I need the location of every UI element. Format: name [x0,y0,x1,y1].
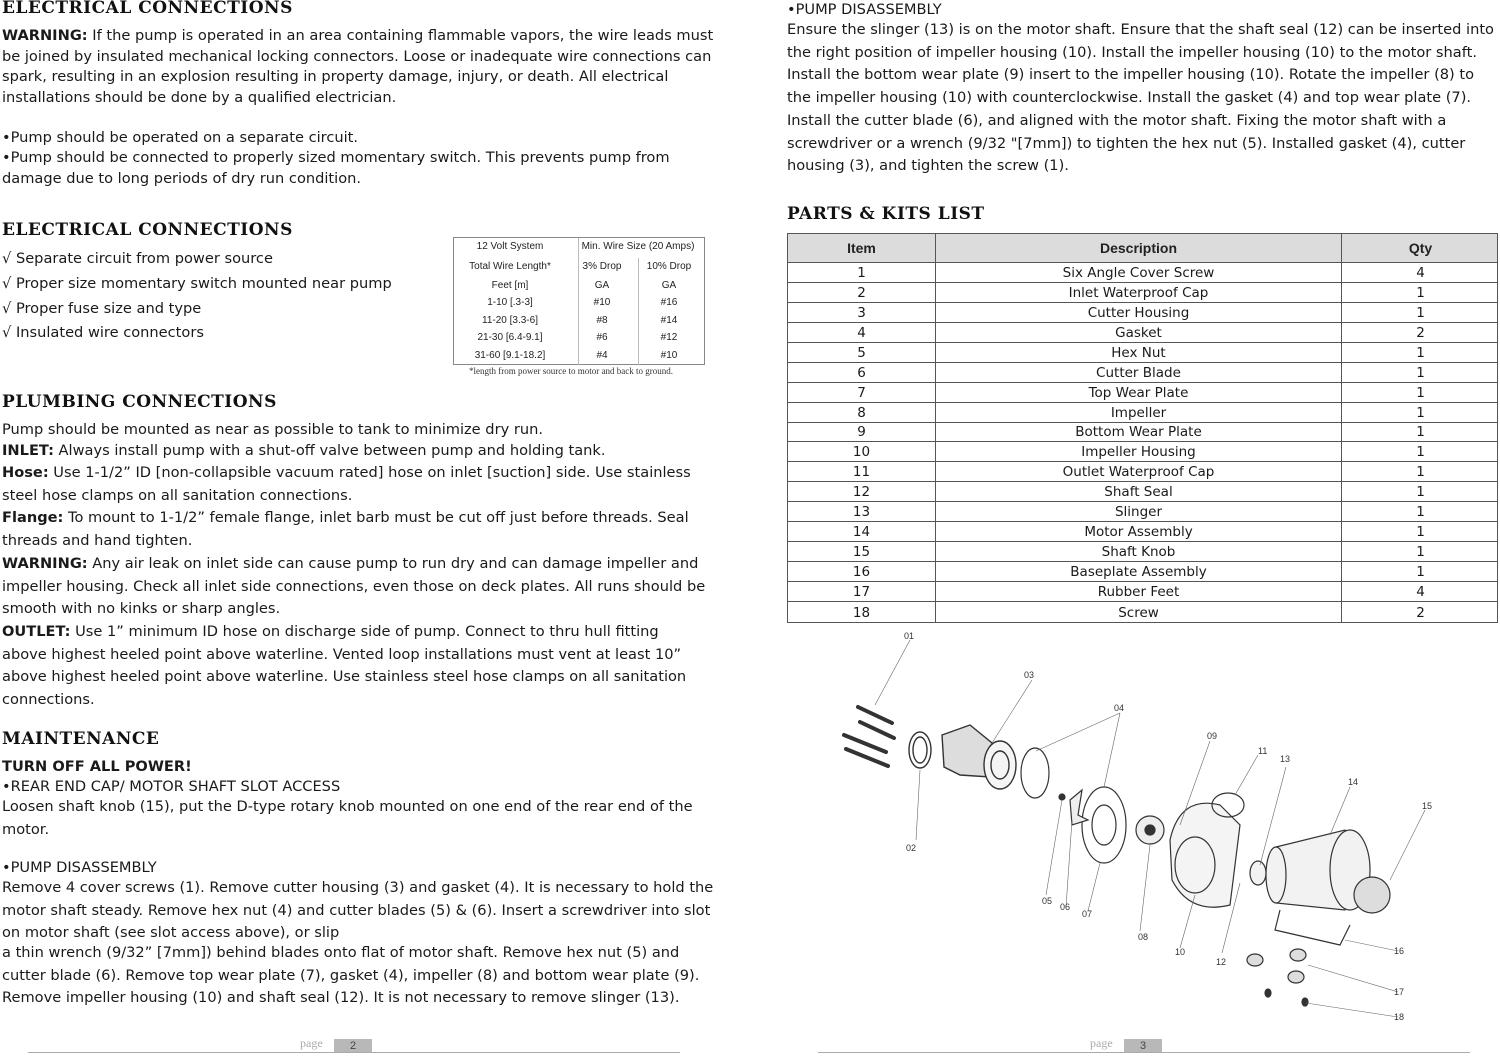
wire-table-row [454,312,706,330]
wire-cell: #10 [660,350,678,361]
parts-item-number: 13 [788,502,936,521]
parts-table-row [788,283,1497,303]
wire-header-system: 12 Volt System [476,241,544,252]
callout-12: 12 [1216,957,1227,967]
parts-description: Shaft Knob [936,542,1342,561]
wire-unit: Feet [m] [491,280,529,291]
plumbing-warning-text: Any air leak on inlet side can cause pump to run dry and can damage impeller and impeller housing. Check all inlet side connections, even those on deck plates. All runs should be smooth with no kinks or sharp angles. [2,554,706,618]
check-item: √ Separate circuit from power source [2,250,273,267]
callout-03: 03 [1024,670,1035,680]
parts-table-row [788,323,1497,343]
parts-qty: 1 [1416,564,1425,580]
parts-qty: 1 [1416,404,1425,421]
parts-table-row [788,383,1497,403]
wire-cell: #6 [596,332,608,343]
parts-table-body [788,263,1497,622]
outlet-text: Use 1” minimum ID hose on discharge side of pump. Connect to thru hull fitting above highest heeled point above waterline. Vented loop installations must vent at least 10” above highest heeled point above waterline. Use stainless steel hose clamps on all sanitation connections. [2,622,687,709]
impeller-housing-icon [1170,793,1244,907]
maintenance-heading: MAINTENANCE [2,729,160,749]
wire-cell: #8 [596,315,608,326]
disassembly-text-1: Remove 4 cover screws (1). Remove cutter housing (3) and gasket (4). It is necessary to hold the motor shaft steady. Remove hex nut (4) and cutter blades (5) & (6). Insert a screwdriver into slot on motor shaft (see slot access above), or slip [2,879,714,942]
parts-qty: 1 [1416,504,1425,521]
parts-heading: PARTS & KITS LIST [787,204,985,224]
wire-cell: 1-10 [.3-3] [487,297,533,308]
parts-item-number: 1 [788,263,936,282]
wire-table-row [454,329,706,347]
parts-item-number: 16 [788,562,936,581]
parts-description: Hex Nut [936,343,1342,362]
plumbing-outlet [2,621,702,712]
plumbing-inlet [2,440,718,462]
callout-15: 15 [1422,801,1433,811]
plumbing-flange [2,507,718,552]
callout-06: 06 [1060,902,1071,912]
callout-13: 13 [1280,754,1291,764]
parts-table-row [788,602,1497,622]
screws-icon [844,707,894,766]
motor-icon [1250,830,1390,945]
wire-table-units [454,277,706,295]
footer-rule [818,1052,1470,1053]
footer-page-label: page [300,1036,323,1050]
wire-cell: #10 [593,297,611,308]
callout-17: 17 [1394,987,1405,997]
parts-description: Cutter Blade [936,363,1342,382]
rear-cap-text: Loosen shaft knob (15), put the D-type rotary knob mounted on one end of the rear end of the motor. [2,798,693,838]
parts-table-row [788,502,1497,522]
footer-rule [28,1052,680,1053]
parts-item-number: 3 [788,303,936,322]
parts-qty: 1 [1416,304,1425,321]
parts-description: Motor Assembly [936,522,1342,541]
bullet-momentary-switch: •Pump should be connected to properly sized momentary switch. This prevents pump from damage due to long periods of dry run condition. [2,149,670,187]
parts-table-row [788,363,1497,383]
parts-qty: 4 [1416,264,1425,281]
footer-page-label: page [1090,1036,1113,1050]
parts-qty: 1 [1416,444,1425,461]
plumbing-warning [2,553,708,621]
warning-text: If the pump is operated in an area containing flammable vapors, the wire leads must be joined by insulated mechanical locking connectors. Loose or inadequate wire connections can spark, resulting in an explosion resulting in property damage, injury, or death. All electrical installations should be done by a qualified electrician. [2,27,714,106]
parts-item-number: 17 [788,582,936,601]
rear-cap-title: •REAR END CAP/ MOTOR SHAFT SLOT ACCESS [2,778,341,795]
parts-item-number: 2 [788,283,936,302]
parts-table-row [788,303,1497,323]
parts-description: Cutter Housing [936,303,1342,322]
wire-header-size: Min. Wire Size (20 Amps) [581,241,695,252]
parts-qty: 1 [1416,284,1425,301]
parts-qty: 1 [1416,364,1425,381]
parts-table-row [788,562,1497,582]
parts-description: Bottom Wear Plate [936,423,1342,442]
check-item: √ Insulated wire connectors [2,324,204,341]
power-warning: TURN OFF ALL POWER! [2,758,192,775]
wire-subheader: 10% Drop [646,261,692,272]
footer-page-number: 3 [1124,1039,1162,1052]
outlet-label: OUTLET: [2,622,71,640]
wire-cell: #14 [660,315,678,326]
cutter-housing-icon [909,725,1016,789]
electrical-heading-1: ELECTRICAL CONNECTIONS [2,0,293,18]
electrical-warning [2,26,718,108]
exploded-pump-diagram [820,625,1500,1025]
parts-item-number: 4 [788,323,936,342]
parts-table-header [788,234,1497,263]
parts-table-row [788,482,1497,502]
parts-qty: 1 [1416,524,1425,541]
parts-description: Impeller [936,403,1342,422]
parts-table-row [788,542,1497,562]
plumbing-body [2,420,718,712]
parts-item-number: 15 [788,542,936,561]
wire-cell: 11-20 [3.3-6] [482,315,538,326]
parts-item-number: 10 [788,442,936,461]
plumbing-intro: Pump should be mounted as near as possible to tank to minimize dry run. [2,421,543,438]
wire-table-row [454,294,706,312]
callout-07: 07 [1082,909,1093,919]
parts-item-number: 12 [788,482,936,501]
parts-description: Gasket [936,323,1342,342]
bullet-separate-circuit: •Pump should be operated on a separate circuit. [2,129,359,146]
disassembly-text-2: a thin wrench (9/32” [7mm]) behind blades onto flat of motor shaft. Remove hex nut (5) and cutter blade (6). Remove top wear plate (7), gasket (4), impeller (8) and bottom wear plate (9). Remove impeller housing (10) and shaft seal (12). It is not necessary to remove slinger (13). [2,944,700,1007]
parts-item-number: 11 [788,462,936,481]
rubber-feet-icon [1247,949,1308,1006]
footer-page-number: 2 [334,1039,372,1052]
parts-description: Inlet Waterproof Cap [936,283,1342,302]
right-disassembly-title: •PUMP DISASSEMBLY [787,1,942,18]
parts-qty: 2 [1416,604,1425,621]
callout-18: 18 [1394,1012,1405,1022]
callout-16: 16 [1394,946,1405,956]
hose-text: Use 1-1/2” ID [non-collapsible vacuum rated] hose on inlet [suction] side. Use stainless steel hose clamps on all sanitation connections. [2,464,691,504]
wire-cell: #16 [660,297,678,308]
check-item: √ Proper size momentary switch mounted near pump [2,275,392,292]
flange-label: Flange: [2,509,64,527]
parts-table-row [788,442,1497,462]
callout-04: 04 [1114,703,1125,713]
parts-description: Slinger [936,502,1342,521]
parts-col-item: Item [788,234,936,262]
electrical-heading-2: ELECTRICAL CONNECTIONS [2,220,293,240]
parts-description: Outlet Waterproof Cap [936,462,1342,481]
parts-table-row [788,403,1497,423]
parts-table-row [788,462,1497,482]
wire-unit: GA [661,280,677,291]
wire-subheader: Total Wire Length* [469,261,551,272]
footer-left [28,1036,680,1056]
hose-label: Hose: [2,464,49,481]
callout-10: 10 [1175,947,1186,957]
parts-qty: 1 [1416,464,1425,481]
parts-description: Shaft Seal [936,482,1342,501]
parts-table-row [788,522,1497,542]
plumbing-hose [2,462,718,507]
plumbing-heading: PLUMBING CONNECTIONS [2,392,277,412]
warning-label: WARNING: [2,27,88,44]
wire-unit: GA [594,280,610,291]
parts-item-number: 8 [788,403,936,422]
parts-col-qty: Qty [1408,239,1433,256]
parts-table [787,233,1498,623]
callout-14: 14 [1348,777,1359,787]
parts-qty: 2 [1416,324,1425,341]
wire-table-note: *length from power source to motor and back to ground. [469,366,673,376]
callout-02: 02 [906,843,917,853]
callout-01: 01 [904,631,915,641]
parts-item-number: 18 [788,602,936,622]
parts-description: Impeller Housing [936,442,1342,461]
wire-table-subheader [454,258,706,276]
parts-qty: 1 [1416,544,1425,561]
inlet-text: Always install pump with a shut-off valve between pump and holding tank. [53,442,606,459]
wire-cell: 21-30 [6.4-9.1] [477,332,543,343]
flange-text: To mount to 1-1/2” female flange, inlet barb must be cut off just before threads. Seal threads and hand tighten. [2,509,689,550]
right-disassembly-text: Ensure the slinger (13) is on the motor shaft. Ensure that the shaft seal (12) can be inserted into the right position of impeller housing (10). Install the impeller housing (10) to the motor shaft. Install the bottom wear plate (9) insert to the impeller housing (10). Rotate the impeller (8) to the impeller housing (10) with counterclockwise. Install the gasket (4) and top wear plate (7). Install the cutter blade (6), and aligned with the motor shaft. Fixing the motor shaft with a screwdriver or a wrench (9/32 "[7mm]) to tighten the hex nut (5). Installed gasket (4), cutter housing (3), and tighten the screw (1). [787,21,1494,175]
parts-table-row [788,423,1497,443]
parts-description: Baseplate Assembly [936,562,1342,581]
parts-description: Six Angle Cover Screw [936,263,1342,282]
disassembly-title: •PUMP DISASSEMBLY [2,859,157,876]
wire-cell: 31-60 [9.1-18.2] [474,350,546,361]
parts-table-row [788,582,1497,602]
parts-item-number: 14 [788,522,936,541]
parts-table-row [788,263,1497,283]
wire-size-table [453,237,705,365]
callout-labels [904,631,1432,1022]
footer-right [818,1036,1470,1056]
parts-qty: 1 [1416,424,1425,441]
wire-cell: #12 [660,332,678,343]
callout-11: 11 [1258,746,1268,756]
parts-qty: 1 [1416,484,1425,501]
parts-description: Top Wear Plate [936,383,1342,402]
wire-table-row [454,347,706,365]
parts-col-description: Description [936,234,1342,262]
parts-qty: 4 [1416,583,1425,600]
parts-item-number: 9 [788,423,936,442]
parts-item-number: 6 [788,363,936,382]
impeller-icon [1070,790,1164,844]
parts-item-number: 5 [788,343,936,362]
check-item: √ Proper fuse size and type [2,300,202,317]
parts-qty: 1 [1416,344,1425,361]
plumbing-warning-label: WARNING: [2,554,88,572]
parts-description: Rubber Feet [936,582,1342,601]
callout-05: 05 [1042,896,1053,906]
callout-08: 08 [1138,932,1149,942]
wire-subheader: 3% Drop [582,261,622,272]
wire-cell: #4 [596,350,608,361]
parts-item-number: 7 [788,383,936,402]
parts-qty: 1 [1416,384,1425,401]
callout-09: 09 [1207,731,1218,741]
inlet-label: INLET: [2,442,54,459]
wire-table-header [454,238,706,256]
parts-description: Screw [936,602,1342,622]
parts-table-row [788,343,1497,363]
